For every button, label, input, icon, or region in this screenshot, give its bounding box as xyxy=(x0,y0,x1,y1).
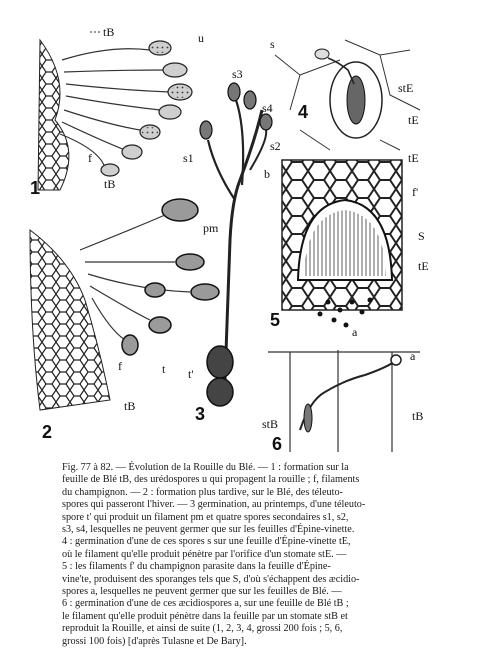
caption-line: s3, s4, lesquelles ne peuvent germer que sur les feuilles d'Épine-vinette. xyxy=(62,524,355,536)
panel-3-label-s2: s2 xyxy=(270,139,281,153)
panel-5-number: 5 xyxy=(270,310,281,330)
panel-3-label-s1: s1 xyxy=(183,151,194,165)
caption-line: 5 : les filaments f' du champignon parasite dans la feuille d'Épine- xyxy=(62,561,331,573)
panel-4-number: 4 xyxy=(298,102,309,122)
panel-1 xyxy=(30,25,204,198)
panel-2-label-tB: tB xyxy=(124,399,136,413)
caption-line: spores a, lesquelles ne peuvent germer que sur les feuilles de Blé. — xyxy=(62,586,342,598)
caption-line: spore t' qui produit un filament pm et quatre spores secondaires s1, s2, xyxy=(62,511,349,523)
panel-3-label-s4: s4 xyxy=(262,101,273,115)
panel-5-label-f-prime: f' xyxy=(412,185,419,199)
panel-3-label-t-prime: t' xyxy=(188,367,194,381)
panel-1-label-u: u xyxy=(198,31,204,45)
panel-1-label-tB-bottom: tB xyxy=(104,177,116,191)
figure-caption xyxy=(62,462,474,648)
panel-5 xyxy=(270,151,429,339)
panel-5-label-tE-right: tE xyxy=(418,259,429,273)
panel-5-label-a: a xyxy=(352,325,358,339)
panel-4-label-tE: tE xyxy=(408,113,419,127)
caption-line: spores qui passeront l'hiver. — 3 germination, au printemps, d'une téleuto- xyxy=(62,499,366,511)
panel-3-number: 3 xyxy=(195,404,206,424)
caption-line: Fig. 77 à 82. — Évolution de la Rouille du Blé. — 1 : formation sur la xyxy=(62,462,349,473)
panel-4-label-stE: stE xyxy=(398,81,414,95)
panel-3-label-b: b xyxy=(264,167,270,181)
panel-2-number: 2 xyxy=(42,422,53,442)
caption-line: 6 : germination d'une de ces æcidiospores a, sur une feuille de Blé tB ; xyxy=(62,598,349,610)
panel-1-label-tB-top: tB xyxy=(103,25,115,39)
panel-6-label-stB: stB xyxy=(262,417,279,431)
panel-4-label-s: s xyxy=(270,37,275,51)
panel-5-label-S: S xyxy=(418,229,425,243)
panel-6 xyxy=(262,349,423,454)
panel-2-label-t: t xyxy=(162,362,166,376)
caption-line: où le filament qu'elle produit pénètre par l'orifice d'un stomate stE. — xyxy=(62,548,347,560)
panel-2 xyxy=(30,199,219,442)
panel-4 xyxy=(270,37,420,150)
panel-3-label-s3: s3 xyxy=(232,67,243,81)
panel-5-label-tE-top: tE xyxy=(408,151,419,165)
panel-1-number: 1 xyxy=(30,178,41,198)
caption-line: du champignon. — 2 : formation plus tardive, sur le Blé, des téleuto- xyxy=(62,486,343,498)
caption-line: grossi 100 fois) [d'après Tulasne et De Bary]. xyxy=(62,635,247,647)
caption-line: vine'te, produisent des sporanges tels que S, d'où s'échappent des æcidio- xyxy=(62,573,360,585)
caption-line: reproduit la Rouille, et ainsi de suite (1, 2, 3, 4, grossi 200 fois ; 5, 6, xyxy=(62,623,343,635)
panel-2-label-f: f xyxy=(118,359,122,373)
panel-1-label-f: f xyxy=(88,151,92,165)
panel-6-label-a: a xyxy=(410,349,416,363)
panel-6-number: 6 xyxy=(272,434,283,454)
caption-line: 4 : germination d'une de ces spores s sur une feuille d'Épine-vinette tE, xyxy=(62,536,351,548)
caption-line: feuille de Blé tB, des urédospores u qui propagent la rouille ; f, filaments xyxy=(62,474,360,486)
panel-3 xyxy=(183,67,281,424)
panel-3-label-pm: pm xyxy=(203,221,219,235)
caption-line: le filament qu'elle produit pénètre dans la feuille par un stomate stB et xyxy=(62,610,348,622)
panel-6-label-tB: tB xyxy=(412,409,424,423)
